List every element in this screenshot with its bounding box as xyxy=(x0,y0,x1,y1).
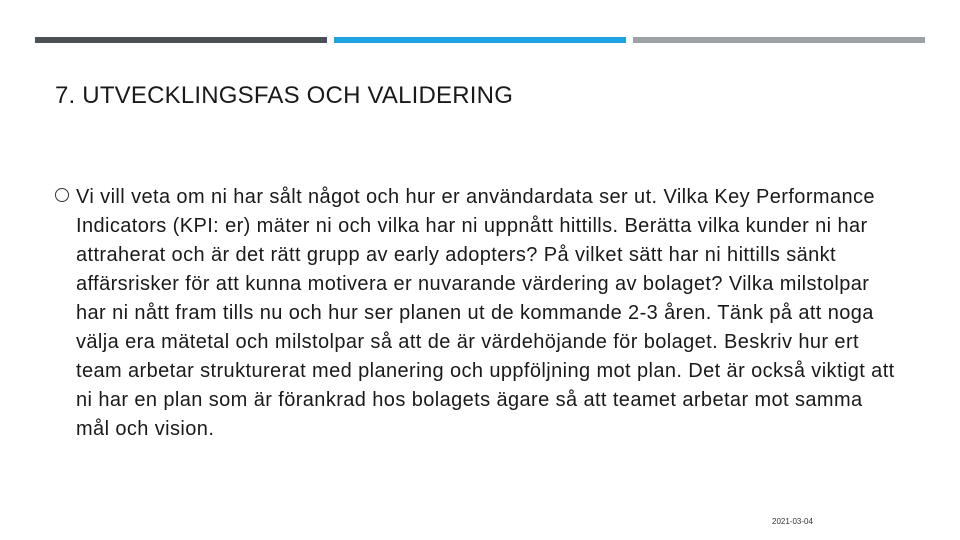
circle-bullet-icon xyxy=(55,188,69,202)
header-bar-light xyxy=(633,37,925,43)
bullet-text: Vi vill veta om ni har sålt något och hur er användardata ser ut. Vilka Key Performance Indicators (KPI: er) mäter ni och vilka har ni uppnått hittills. Berätta vilka kunder ni har attraherat och är det rätt grupp av early adopters? På vilket sätt har ni hittills sänkt affärsrisker för att kunna motivera er nuvarande värdering av bolaget? Vilka milstolpar har ni nått fram tills nu och hur ser planen ut de kommande 2-3 åren. Tänk på att noga välja era mätetal och milstolpar så att de är värdehöjande för bolaget. Beskriv hur ert team arbetar strukturerat med planering och uppföljning mot plan. Det är också viktigt att ni har en plan som är förankrad hos bolagets ägare så att teamet arbetar mot samma mål och vision. xyxy=(76,186,895,440)
footer-date: 2021-03-04 xyxy=(772,517,813,526)
slide-title: 7. UTVECKLINGSFAS OCH VALIDERING xyxy=(55,82,514,109)
header-bar-dark xyxy=(35,37,327,43)
header-bar-accent xyxy=(334,37,626,43)
bullet-item xyxy=(55,183,915,444)
